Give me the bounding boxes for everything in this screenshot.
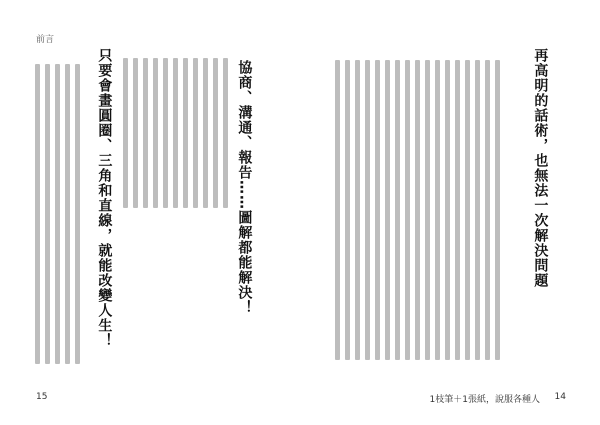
text-column: [183, 58, 188, 208]
text-column: [425, 60, 430, 360]
right-page-body: [330, 60, 500, 360]
text-column: [485, 60, 490, 360]
page-number-right: 14: [554, 392, 566, 402]
left-page-heading-bottom: 只要會畫圓圈、三角和直線，就能改變人生！: [96, 48, 113, 348]
running-footer: 1枝筆＋1張紙，說服各種人: [429, 395, 540, 405]
page-number-left: 15: [36, 392, 48, 402]
text-column: [65, 64, 70, 364]
text-column: [203, 58, 208, 208]
left-page-lower-body: [30, 64, 80, 364]
text-column: [55, 64, 60, 364]
text-column: [495, 60, 500, 360]
text-column: [75, 64, 80, 364]
text-column: [213, 58, 218, 208]
text-column: [455, 60, 460, 360]
text-column: [173, 58, 178, 208]
text-column: [123, 58, 128, 208]
text-column: [405, 60, 410, 360]
text-column: [163, 58, 168, 208]
left-page-heading-top: 協商、溝通、報告……圖解都能解決！: [236, 60, 253, 315]
text-column: [345, 60, 350, 360]
right-page: [300, 0, 600, 425]
text-column: [385, 60, 390, 360]
left-page-upper-body: [118, 58, 228, 208]
page-header-section: 前言: [36, 35, 55, 45]
text-column: [193, 58, 198, 208]
text-column: [223, 58, 228, 208]
text-column: [435, 60, 440, 360]
text-column: [415, 60, 420, 360]
right-page-heading: 再高明的話術，也無法一次解決問題: [532, 48, 549, 288]
text-column: [35, 64, 40, 364]
text-column: [355, 60, 360, 360]
text-column: [153, 58, 158, 208]
text-column: [143, 58, 148, 208]
text-column: [445, 60, 450, 360]
text-column: [365, 60, 370, 360]
text-column: [395, 60, 400, 360]
text-column: [375, 60, 380, 360]
text-column: [465, 60, 470, 360]
text-column: [45, 64, 50, 364]
text-column: [475, 60, 480, 360]
text-column: [133, 58, 138, 208]
text-column: [335, 60, 340, 360]
